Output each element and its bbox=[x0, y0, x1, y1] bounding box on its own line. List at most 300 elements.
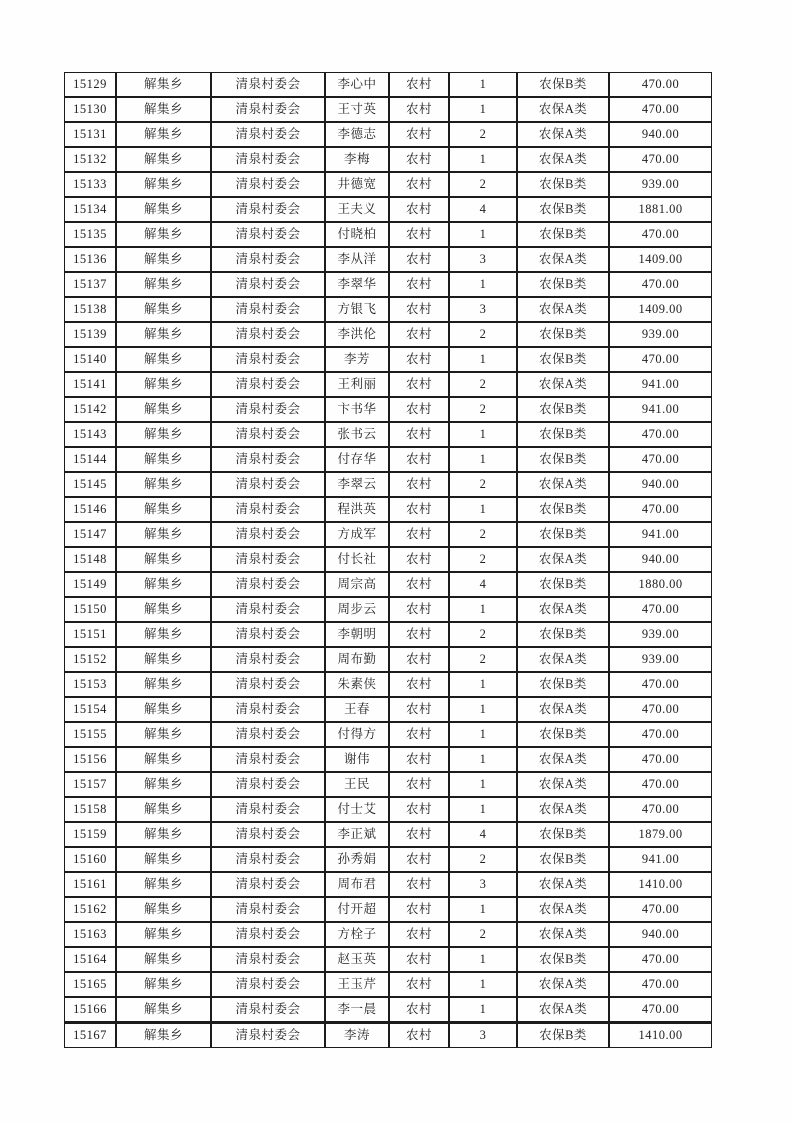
cell-name: 方银飞 bbox=[325, 297, 389, 322]
cell-name: 李涛 bbox=[325, 1022, 389, 1048]
cell-name: 李一晨 bbox=[325, 997, 389, 1022]
cell-name: 王春 bbox=[325, 697, 389, 722]
cell-amount: 1409.00 bbox=[609, 297, 712, 322]
table-row bbox=[64, 822, 712, 847]
cell-township: 解集乡 bbox=[116, 797, 211, 822]
cell-village: 清泉村委会 bbox=[211, 972, 325, 997]
cell-resident-type: 农村 bbox=[389, 947, 449, 972]
cell-amount: 470.00 bbox=[609, 972, 712, 997]
cell-township: 解集乡 bbox=[116, 497, 211, 522]
cell-amount: 939.00 bbox=[609, 322, 712, 347]
table-row bbox=[64, 547, 712, 572]
cell-village: 清泉村委会 bbox=[211, 772, 325, 797]
cell-insurance-category: 农保A类 bbox=[517, 97, 609, 122]
cell-township: 解集乡 bbox=[116, 572, 211, 597]
cell-village: 清泉村委会 bbox=[211, 547, 325, 572]
cell-name: 周布君 bbox=[325, 872, 389, 897]
cell-name: 周宗高 bbox=[325, 572, 389, 597]
cell-amount: 470.00 bbox=[609, 997, 712, 1022]
cell-amount: 470.00 bbox=[609, 797, 712, 822]
cell-township: 解集乡 bbox=[116, 197, 211, 222]
cell-amount: 940.00 bbox=[609, 922, 712, 947]
cell-name: 卞书华 bbox=[325, 397, 389, 422]
table-row bbox=[64, 572, 712, 597]
cell-resident-type: 农村 bbox=[389, 347, 449, 372]
cell-insurance-category: 农保B类 bbox=[517, 272, 609, 297]
cell-count: 1 bbox=[449, 447, 517, 472]
table-row bbox=[64, 972, 712, 997]
cell-insurance-category: 农保B类 bbox=[517, 72, 609, 97]
cell-insurance-category: 农保A类 bbox=[517, 122, 609, 147]
cell-name: 付得方 bbox=[325, 722, 389, 747]
cell-township: 解集乡 bbox=[116, 322, 211, 347]
cell-name: 方成军 bbox=[325, 522, 389, 547]
cell-amount: 470.00 bbox=[609, 497, 712, 522]
cell-count: 2 bbox=[449, 922, 517, 947]
cell-count: 1 bbox=[449, 722, 517, 747]
cell-count: 3 bbox=[449, 297, 517, 322]
cell-name: 李梅 bbox=[325, 147, 389, 172]
cell-count: 2 bbox=[449, 472, 517, 497]
cell-insurance-category: 农保B类 bbox=[517, 847, 609, 872]
table-row bbox=[64, 272, 712, 297]
cell-amount: 470.00 bbox=[609, 422, 712, 447]
table-row bbox=[64, 497, 712, 522]
cell-resident-type: 农村 bbox=[389, 447, 449, 472]
cell-resident-type: 农村 bbox=[389, 297, 449, 322]
cell-record-id: 15149 bbox=[64, 572, 116, 597]
cell-record-id: 15150 bbox=[64, 597, 116, 622]
cell-township: 解集乡 bbox=[116, 772, 211, 797]
cell-insurance-category: 农保B类 bbox=[517, 497, 609, 522]
cell-resident-type: 农村 bbox=[389, 172, 449, 197]
cell-amount: 470.00 bbox=[609, 272, 712, 297]
cell-count: 2 bbox=[449, 172, 517, 197]
table-row bbox=[64, 872, 712, 897]
cell-amount: 1410.00 bbox=[609, 1022, 712, 1048]
cell-name: 井德宽 bbox=[325, 172, 389, 197]
cell-record-id: 15151 bbox=[64, 622, 116, 647]
cell-village: 清泉村委会 bbox=[211, 647, 325, 672]
cell-village: 清泉村委会 bbox=[211, 622, 325, 647]
cell-count: 1 bbox=[449, 597, 517, 622]
cell-village: 清泉村委会 bbox=[211, 197, 325, 222]
cell-amount: 470.00 bbox=[609, 672, 712, 697]
cell-amount: 941.00 bbox=[609, 847, 712, 872]
cell-township: 解集乡 bbox=[116, 697, 211, 722]
cell-insurance-category: 农保B类 bbox=[517, 522, 609, 547]
cell-township: 解集乡 bbox=[116, 222, 211, 247]
cell-village: 清泉村委会 bbox=[211, 322, 325, 347]
cell-village: 清泉村委会 bbox=[211, 172, 325, 197]
cell-resident-type: 农村 bbox=[389, 847, 449, 872]
cell-resident-type: 农村 bbox=[389, 547, 449, 572]
cell-insurance-category: 农保A类 bbox=[517, 922, 609, 947]
cell-amount: 941.00 bbox=[609, 522, 712, 547]
cell-township: 解集乡 bbox=[116, 947, 211, 972]
cell-village: 清泉村委会 bbox=[211, 447, 325, 472]
table-row bbox=[64, 997, 712, 1022]
table-row bbox=[64, 672, 712, 697]
cell-amount: 470.00 bbox=[609, 947, 712, 972]
cell-count: 1 bbox=[449, 697, 517, 722]
cell-record-id: 15152 bbox=[64, 647, 116, 672]
table-row bbox=[64, 347, 712, 372]
cell-insurance-category: 农保B类 bbox=[517, 322, 609, 347]
table-row bbox=[64, 172, 712, 197]
cell-village: 清泉村委会 bbox=[211, 597, 325, 622]
cell-record-id: 15156 bbox=[64, 747, 116, 772]
cell-count: 1 bbox=[449, 272, 517, 297]
cell-count: 1 bbox=[449, 997, 517, 1022]
table-row bbox=[64, 372, 712, 397]
cell-amount: 470.00 bbox=[609, 697, 712, 722]
table-row bbox=[64, 447, 712, 472]
cell-township: 解集乡 bbox=[116, 72, 211, 97]
cell-insurance-category: 农保A类 bbox=[517, 872, 609, 897]
table-row bbox=[64, 797, 712, 822]
cell-township: 解集乡 bbox=[116, 297, 211, 322]
cell-record-id: 15148 bbox=[64, 547, 116, 572]
cell-township: 解集乡 bbox=[116, 397, 211, 422]
cell-resident-type: 农村 bbox=[389, 922, 449, 947]
cell-record-id: 15155 bbox=[64, 722, 116, 747]
cell-village: 清泉村委会 bbox=[211, 147, 325, 172]
cell-insurance-category: 农保A类 bbox=[517, 772, 609, 797]
cell-count: 1 bbox=[449, 222, 517, 247]
cell-name: 王寸英 bbox=[325, 97, 389, 122]
cell-township: 解集乡 bbox=[116, 597, 211, 622]
cell-insurance-category: 农保B类 bbox=[517, 672, 609, 697]
cell-township: 解集乡 bbox=[116, 447, 211, 472]
table-row bbox=[64, 747, 712, 772]
cell-amount: 940.00 bbox=[609, 122, 712, 147]
cell-insurance-category: 农保A类 bbox=[517, 297, 609, 322]
cell-village: 清泉村委会 bbox=[211, 897, 325, 922]
cell-township: 解集乡 bbox=[116, 472, 211, 497]
cell-resident-type: 农村 bbox=[389, 597, 449, 622]
table-row bbox=[64, 197, 712, 222]
cell-resident-type: 农村 bbox=[389, 322, 449, 347]
cell-record-id: 15144 bbox=[64, 447, 116, 472]
cell-name: 王利丽 bbox=[325, 372, 389, 397]
cell-township: 解集乡 bbox=[116, 172, 211, 197]
cell-village: 清泉村委会 bbox=[211, 822, 325, 847]
cell-record-id: 15141 bbox=[64, 372, 116, 397]
cell-township: 解集乡 bbox=[116, 897, 211, 922]
cell-resident-type: 农村 bbox=[389, 722, 449, 747]
table-row bbox=[64, 122, 712, 147]
table-row bbox=[64, 97, 712, 122]
cell-count: 1 bbox=[449, 497, 517, 522]
cell-amount: 1410.00 bbox=[609, 872, 712, 897]
cell-township: 解集乡 bbox=[116, 272, 211, 297]
cell-count: 4 bbox=[449, 197, 517, 222]
cell-resident-type: 农村 bbox=[389, 1022, 449, 1048]
cell-count: 3 bbox=[449, 247, 517, 272]
cell-name: 王夫义 bbox=[325, 197, 389, 222]
cell-name: 李德志 bbox=[325, 122, 389, 147]
cell-count: 2 bbox=[449, 372, 517, 397]
cell-name: 李正斌 bbox=[325, 822, 389, 847]
cell-amount: 470.00 bbox=[609, 97, 712, 122]
cell-resident-type: 农村 bbox=[389, 997, 449, 1022]
payment-records-table bbox=[64, 72, 712, 1048]
table-row bbox=[64, 647, 712, 672]
cell-village: 清泉村委会 bbox=[211, 1022, 325, 1048]
cell-amount: 470.00 bbox=[609, 772, 712, 797]
cell-name: 朱素侠 bbox=[325, 672, 389, 697]
cell-resident-type: 农村 bbox=[389, 72, 449, 97]
cell-insurance-category: 农保B类 bbox=[517, 447, 609, 472]
cell-resident-type: 农村 bbox=[389, 197, 449, 222]
cell-village: 清泉村委会 bbox=[211, 572, 325, 597]
cell-insurance-category: 农保B类 bbox=[517, 172, 609, 197]
cell-resident-type: 农村 bbox=[389, 247, 449, 272]
cell-township: 解集乡 bbox=[116, 147, 211, 172]
cell-resident-type: 农村 bbox=[389, 747, 449, 772]
cell-village: 清泉村委会 bbox=[211, 397, 325, 422]
cell-count: 1 bbox=[449, 147, 517, 172]
cell-record-id: 15167 bbox=[64, 1022, 116, 1048]
cell-name: 周步云 bbox=[325, 597, 389, 622]
cell-count: 1 bbox=[449, 97, 517, 122]
cell-village: 清泉村委会 bbox=[211, 722, 325, 747]
cell-insurance-category: 农保B类 bbox=[517, 222, 609, 247]
cell-name: 王玉芹 bbox=[325, 972, 389, 997]
table-row bbox=[64, 322, 712, 347]
cell-count: 2 bbox=[449, 522, 517, 547]
cell-count: 2 bbox=[449, 122, 517, 147]
cell-amount: 470.00 bbox=[609, 597, 712, 622]
cell-resident-type: 农村 bbox=[389, 872, 449, 897]
cell-count: 1 bbox=[449, 772, 517, 797]
cell-insurance-category: 农保A类 bbox=[517, 747, 609, 772]
cell-record-id: 15137 bbox=[64, 272, 116, 297]
cell-name: 李翠云 bbox=[325, 472, 389, 497]
cell-village: 清泉村委会 bbox=[211, 272, 325, 297]
cell-village: 清泉村委会 bbox=[211, 72, 325, 97]
cell-record-id: 15135 bbox=[64, 222, 116, 247]
cell-village: 清泉村委会 bbox=[211, 247, 325, 272]
cell-resident-type: 农村 bbox=[389, 497, 449, 522]
cell-township: 解集乡 bbox=[116, 822, 211, 847]
cell-insurance-category: 农保A类 bbox=[517, 247, 609, 272]
cell-insurance-category: 农保B类 bbox=[517, 572, 609, 597]
cell-insurance-category: 农保B类 bbox=[517, 622, 609, 647]
cell-village: 清泉村委会 bbox=[211, 522, 325, 547]
cell-amount: 1409.00 bbox=[609, 247, 712, 272]
cell-amount: 470.00 bbox=[609, 447, 712, 472]
cell-township: 解集乡 bbox=[116, 347, 211, 372]
table-row bbox=[64, 722, 712, 747]
cell-count: 1 bbox=[449, 747, 517, 772]
cell-resident-type: 农村 bbox=[389, 97, 449, 122]
cell-record-id: 15159 bbox=[64, 822, 116, 847]
cell-resident-type: 农村 bbox=[389, 147, 449, 172]
cell-village: 清泉村委会 bbox=[211, 997, 325, 1022]
cell-count: 2 bbox=[449, 647, 517, 672]
cell-village: 清泉村委会 bbox=[211, 847, 325, 872]
cell-name: 赵玉英 bbox=[325, 947, 389, 972]
cell-township: 解集乡 bbox=[116, 522, 211, 547]
cell-insurance-category: 农保B类 bbox=[517, 722, 609, 747]
cell-resident-type: 农村 bbox=[389, 122, 449, 147]
cell-count: 2 bbox=[449, 547, 517, 572]
cell-amount: 1880.00 bbox=[609, 572, 712, 597]
table-row bbox=[64, 697, 712, 722]
table-row bbox=[64, 522, 712, 547]
cell-resident-type: 农村 bbox=[389, 697, 449, 722]
cell-name: 谢伟 bbox=[325, 747, 389, 772]
table-row bbox=[64, 772, 712, 797]
cell-resident-type: 农村 bbox=[389, 272, 449, 297]
cell-record-id: 15165 bbox=[64, 972, 116, 997]
cell-name: 付开超 bbox=[325, 897, 389, 922]
cell-count: 1 bbox=[449, 797, 517, 822]
cell-resident-type: 农村 bbox=[389, 472, 449, 497]
cell-name: 付晓柏 bbox=[325, 222, 389, 247]
cell-township: 解集乡 bbox=[116, 1022, 211, 1048]
cell-amount: 470.00 bbox=[609, 72, 712, 97]
cell-village: 清泉村委会 bbox=[211, 497, 325, 522]
cell-count: 1 bbox=[449, 947, 517, 972]
cell-township: 解集乡 bbox=[116, 972, 211, 997]
cell-count: 1 bbox=[449, 672, 517, 697]
cell-name: 李心中 bbox=[325, 72, 389, 97]
cell-village: 清泉村委会 bbox=[211, 122, 325, 147]
cell-amount: 470.00 bbox=[609, 347, 712, 372]
table-row bbox=[64, 222, 712, 247]
cell-record-id: 15133 bbox=[64, 172, 116, 197]
cell-count: 1 bbox=[449, 897, 517, 922]
cell-amount: 939.00 bbox=[609, 172, 712, 197]
cell-record-id: 15163 bbox=[64, 922, 116, 947]
cell-resident-type: 农村 bbox=[389, 422, 449, 447]
cell-record-id: 15130 bbox=[64, 97, 116, 122]
table-row bbox=[64, 622, 712, 647]
cell-count: 4 bbox=[449, 572, 517, 597]
cell-record-id: 15138 bbox=[64, 297, 116, 322]
cell-record-id: 15132 bbox=[64, 147, 116, 172]
cell-insurance-category: 农保B类 bbox=[517, 1022, 609, 1048]
cell-record-id: 15154 bbox=[64, 697, 116, 722]
cell-insurance-category: 农保A类 bbox=[517, 597, 609, 622]
cell-record-id: 15153 bbox=[64, 672, 116, 697]
cell-resident-type: 农村 bbox=[389, 647, 449, 672]
table-row bbox=[64, 297, 712, 322]
cell-amount: 470.00 bbox=[609, 722, 712, 747]
cell-village: 清泉村委会 bbox=[211, 97, 325, 122]
cell-name: 张书云 bbox=[325, 422, 389, 447]
cell-township: 解集乡 bbox=[116, 847, 211, 872]
cell-insurance-category: 农保A类 bbox=[517, 472, 609, 497]
cell-record-id: 15136 bbox=[64, 247, 116, 272]
cell-insurance-category: 农保A类 bbox=[517, 147, 609, 172]
table-row bbox=[64, 147, 712, 172]
cell-insurance-category: 农保A类 bbox=[517, 897, 609, 922]
cell-insurance-category: 农保B类 bbox=[517, 947, 609, 972]
cell-name: 李从洋 bbox=[325, 247, 389, 272]
table-row bbox=[64, 72, 712, 97]
cell-record-id: 15160 bbox=[64, 847, 116, 872]
cell-count: 1 bbox=[449, 347, 517, 372]
cell-resident-type: 农村 bbox=[389, 972, 449, 997]
cell-township: 解集乡 bbox=[116, 622, 211, 647]
table-row bbox=[64, 397, 712, 422]
table-row bbox=[64, 247, 712, 272]
cell-village: 清泉村委会 bbox=[211, 747, 325, 772]
cell-resident-type: 农村 bbox=[389, 222, 449, 247]
cell-record-id: 15142 bbox=[64, 397, 116, 422]
cell-record-id: 15157 bbox=[64, 772, 116, 797]
cell-name: 李芳 bbox=[325, 347, 389, 372]
cell-amount: 470.00 bbox=[609, 147, 712, 172]
cell-count: 3 bbox=[449, 1022, 517, 1048]
cell-amount: 1881.00 bbox=[609, 197, 712, 222]
table-row bbox=[64, 422, 712, 447]
cell-amount: 470.00 bbox=[609, 897, 712, 922]
cell-amount: 1879.00 bbox=[609, 822, 712, 847]
cell-count: 2 bbox=[449, 847, 517, 872]
cell-insurance-category: 农保A类 bbox=[517, 547, 609, 572]
cell-record-id: 15134 bbox=[64, 197, 116, 222]
cell-name: 李洪伦 bbox=[325, 322, 389, 347]
table-row bbox=[64, 1022, 712, 1048]
cell-name: 李朝明 bbox=[325, 622, 389, 647]
cell-name: 付长社 bbox=[325, 547, 389, 572]
cell-village: 清泉村委会 bbox=[211, 347, 325, 372]
cell-resident-type: 农村 bbox=[389, 397, 449, 422]
cell-count: 1 bbox=[449, 422, 517, 447]
cell-insurance-category: 农保A类 bbox=[517, 372, 609, 397]
table-row bbox=[64, 597, 712, 622]
cell-count: 4 bbox=[449, 822, 517, 847]
cell-record-id: 15161 bbox=[64, 872, 116, 897]
cell-name: 李翠华 bbox=[325, 272, 389, 297]
cell-amount: 939.00 bbox=[609, 622, 712, 647]
table-row bbox=[64, 472, 712, 497]
cell-name: 王民 bbox=[325, 772, 389, 797]
cell-resident-type: 农村 bbox=[389, 772, 449, 797]
cell-amount: 940.00 bbox=[609, 472, 712, 497]
cell-village: 清泉村委会 bbox=[211, 297, 325, 322]
table-body bbox=[64, 72, 712, 1048]
cell-record-id: 15158 bbox=[64, 797, 116, 822]
cell-amount: 470.00 bbox=[609, 747, 712, 772]
cell-record-id: 15145 bbox=[64, 472, 116, 497]
cell-record-id: 15146 bbox=[64, 497, 116, 522]
cell-insurance-category: 农保A类 bbox=[517, 797, 609, 822]
cell-amount: 941.00 bbox=[609, 397, 712, 422]
cell-count: 2 bbox=[449, 397, 517, 422]
cell-record-id: 15166 bbox=[64, 997, 116, 1022]
cell-count: 1 bbox=[449, 72, 517, 97]
cell-township: 解集乡 bbox=[116, 922, 211, 947]
table-row bbox=[64, 947, 712, 972]
cell-village: 清泉村委会 bbox=[211, 947, 325, 972]
cell-insurance-category: 农保B类 bbox=[517, 422, 609, 447]
cell-resident-type: 农村 bbox=[389, 622, 449, 647]
cell-township: 解集乡 bbox=[116, 647, 211, 672]
cell-record-id: 15143 bbox=[64, 422, 116, 447]
cell-count: 2 bbox=[449, 622, 517, 647]
cell-township: 解集乡 bbox=[116, 547, 211, 572]
cell-resident-type: 农村 bbox=[389, 672, 449, 697]
cell-village: 清泉村委会 bbox=[211, 372, 325, 397]
cell-record-id: 15129 bbox=[64, 72, 116, 97]
cell-insurance-category: 农保A类 bbox=[517, 697, 609, 722]
